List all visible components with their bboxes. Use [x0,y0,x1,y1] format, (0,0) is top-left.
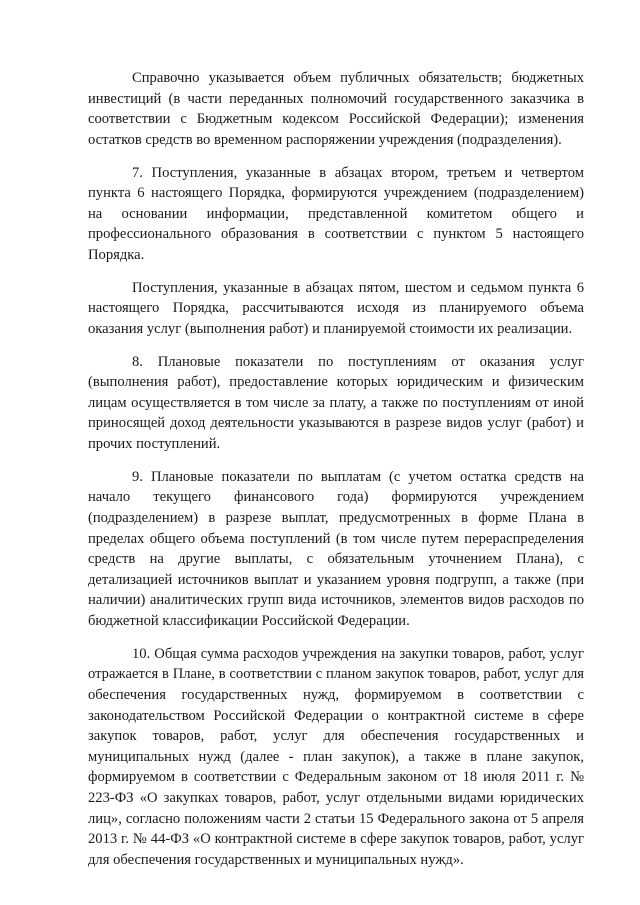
document-page [88,68,584,883]
paragraph-item-7: 7. Поступления, указанные в абзацах втором, третьем и четвертом пункта 6 настоящего Порядка, формируются учреждением (подразделением) на основании информации, представленной комитетом общего и профессионального образования в соответствии с пунктом 5 настоящего Порядка. [88,164,584,263]
paragraph-item-7-continued: Поступления, указанные в абзацах пятом, шестом и седьмом пункта 6 настоящего Порядка, рассчитываются исходя из планируемого объема оказания услуг (выполнения работ) и планируемой стоимости их реализации. [88,279,584,337]
paragraph-item-9: 9. Плановые показатели по выплатам (с учетом остатка средств на начало текущего финансового года) формируются учреждением (подразделением) в разрезе выплат, предусмотренных в форме Плана в пределах общего объема поступлений (в том числе путем перераспределения средств на другие выплаты, с обязательным уточнением Плана), с детализацией источников выплат и указанием уровня подгрупп, а также (при наличии) аналитических групп вида источников, элементов видов расходов по бюджетной классификации Российской Федерации. [88,468,584,629]
paragraph-reference-obligations: Справочно указывается объем публичных обязательств; бюджетных инвестиций (в части переданных полномочий государственного заказчика в соответствии с Бюджетным кодексом Российской Федерации); изменения остатков средств во временном распоряжении учреждения (подразделения). [88,70,584,148]
paragraph-item-10: 10. Общая сумма расходов учреждения на закупки товаров, работ, услуг отражается в Плане, в соответствии с планом закупок товаров, работ, услуг для обеспечения государственных нужд, формируемом в соответствии с законодательством Российской Федерации о контрактной системе в сфере закупок товаров, работ, услуг для обеспечения государственных и муниципальных нужд (далее - план закупок), а также в плане закупок, формируемом в соответствии с Федеральным законом от 18 июля 2011 г. № 223-ФЗ «О закупках товаров, работ, услуг отдельными видами юридических лиц», согласно положениям части 2 статьи 15 Федерального закона от 5 апреля 2013 г. № 44-ФЗ «О контрактной системе в сфере закупок товаров, работ, услуг для обеспечения государственных и муниципальных нужд». [88,645,584,868]
paragraph-item-8: 8. Плановые показатели по поступлениям от оказания услуг (выполнения работ), предоставление которых юридическим и физическим лицам осуществляется в том числе за плату, а также по поступлениям от иной приносящей доход деятельности указываются в разрезе видов услуг (работ) и прочих поступлений. [88,353,584,453]
